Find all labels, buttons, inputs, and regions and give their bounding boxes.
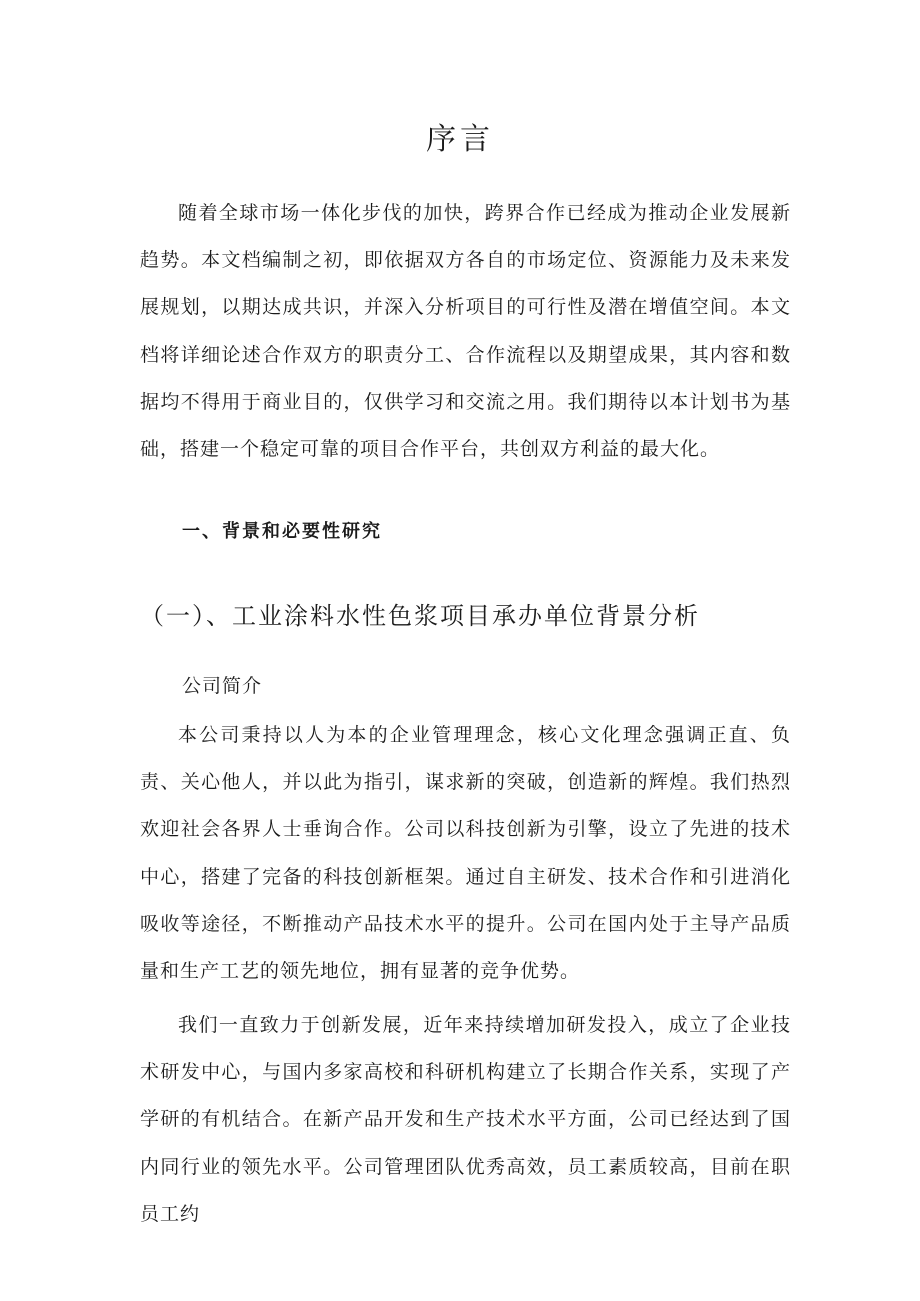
subsection-heading: （一）、工业涂料水性色浆项目承办单位背景分析	[140, 602, 700, 630]
body-paragraph-2: 我们一直致力于创新发展，近年来持续增加研发投入，成立了企业技术研发中心，与国内多家高校和科研机构建立了长期合作关系，实现了产学研的有机结合。在新产品开发和生产技术水平方面，公司已经达到了国内同行业的领先水平。公司管理团队优秀高效，员工素质较高，目前在职员工约	[140, 1014, 791, 1225]
body-paragraph-1: 本公司秉持以人为本的企业管理理念，核心文化理念强调正直、负责、关心他人，并以此为指引，谋求新的突破，创造新的辉煌。我们热烈欢迎社会各界人士垂询合作。公司以科技创新为引擎，设立了先进的技术中心，搭建了完备的科技创新框架。通过自主研发、技术合作和引进消化吸收等途径，不断推动产品技术水平的提升。公司在国内处于主导产品质量和生产工艺的领先地位，拥有显著的竞争优势。	[140, 724, 791, 983]
section-heading: 一、背景和必要性研究	[182, 521, 382, 542]
company-intro-label: 公司简介	[182, 675, 263, 697]
document-title: 序言	[426, 122, 494, 157]
preface-paragraph: 随着全球市场一体化步伐的加快，跨界合作已经成为推动企业发展新趋势。本文档编制之初，即依据双方各自的市场定位、资源能力及未来发展规划，以期达成共识，并深入分析项目的可行性及潜在增值空间。本文档将详细论述合作双方的职责分工、合作流程以及期望成果，其内容和数据均不得用于商业目的，仅供学习和交流之用。我们期待以本计划书为基础，搭建一个稳定可靠的项目合作平台，共创双方利益的最大化。	[140, 202, 791, 461]
